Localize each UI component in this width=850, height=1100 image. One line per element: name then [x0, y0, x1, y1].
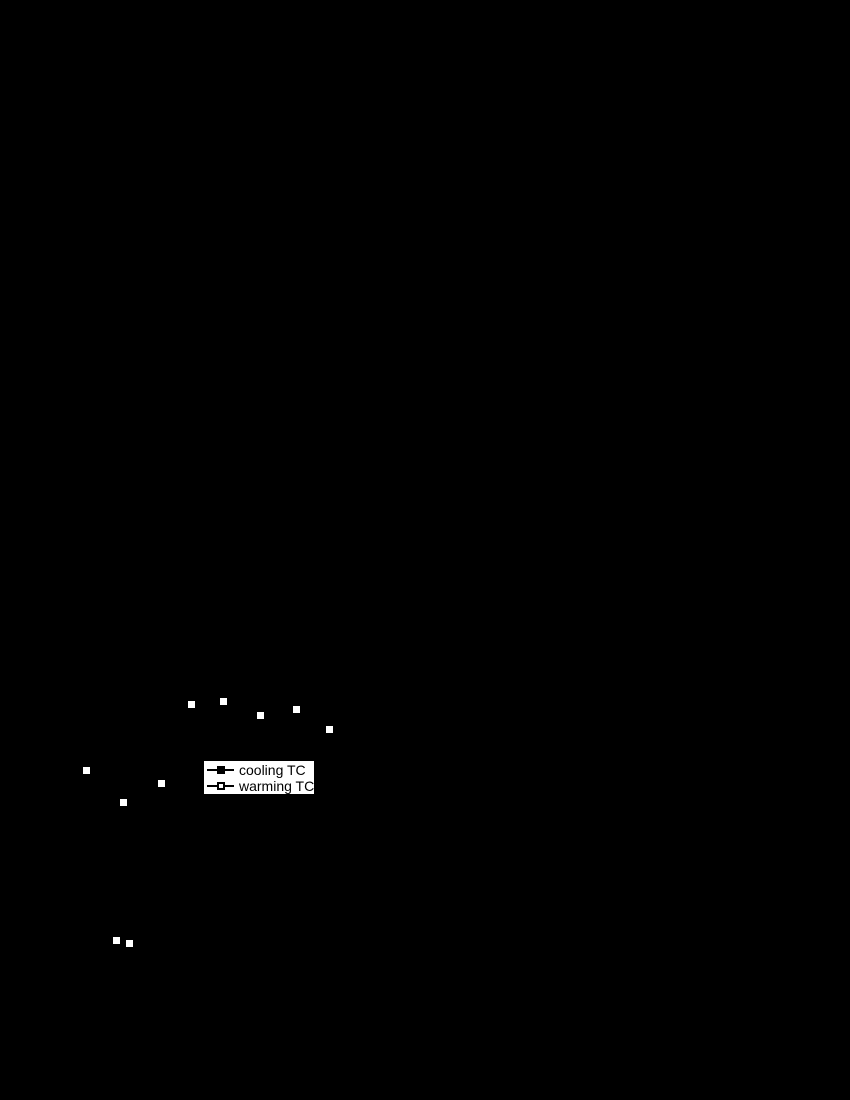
data-point-warming	[126, 940, 133, 947]
legend-line	[207, 769, 234, 771]
legend-label-cooling: cooling TC	[239, 761, 306, 778]
data-point-warming	[158, 780, 165, 787]
data-point-warming	[188, 701, 195, 708]
data-point-warming	[113, 937, 120, 944]
legend	[202, 759, 316, 796]
data-point-warming	[120, 799, 127, 806]
legend-item-warming	[207, 777, 315, 794]
data-point-warming	[83, 767, 90, 774]
data-point-warming	[220, 698, 227, 705]
data-point-warming	[257, 712, 264, 719]
filled-square-marker-icon	[217, 766, 225, 774]
legend-line	[207, 785, 234, 787]
open-square-marker-icon	[217, 782, 225, 790]
data-point-warming	[293, 706, 300, 713]
legend-item-cooling	[207, 762, 312, 778]
data-point-warming	[326, 726, 333, 733]
legend-label-warming: warming TC	[239, 777, 315, 794]
